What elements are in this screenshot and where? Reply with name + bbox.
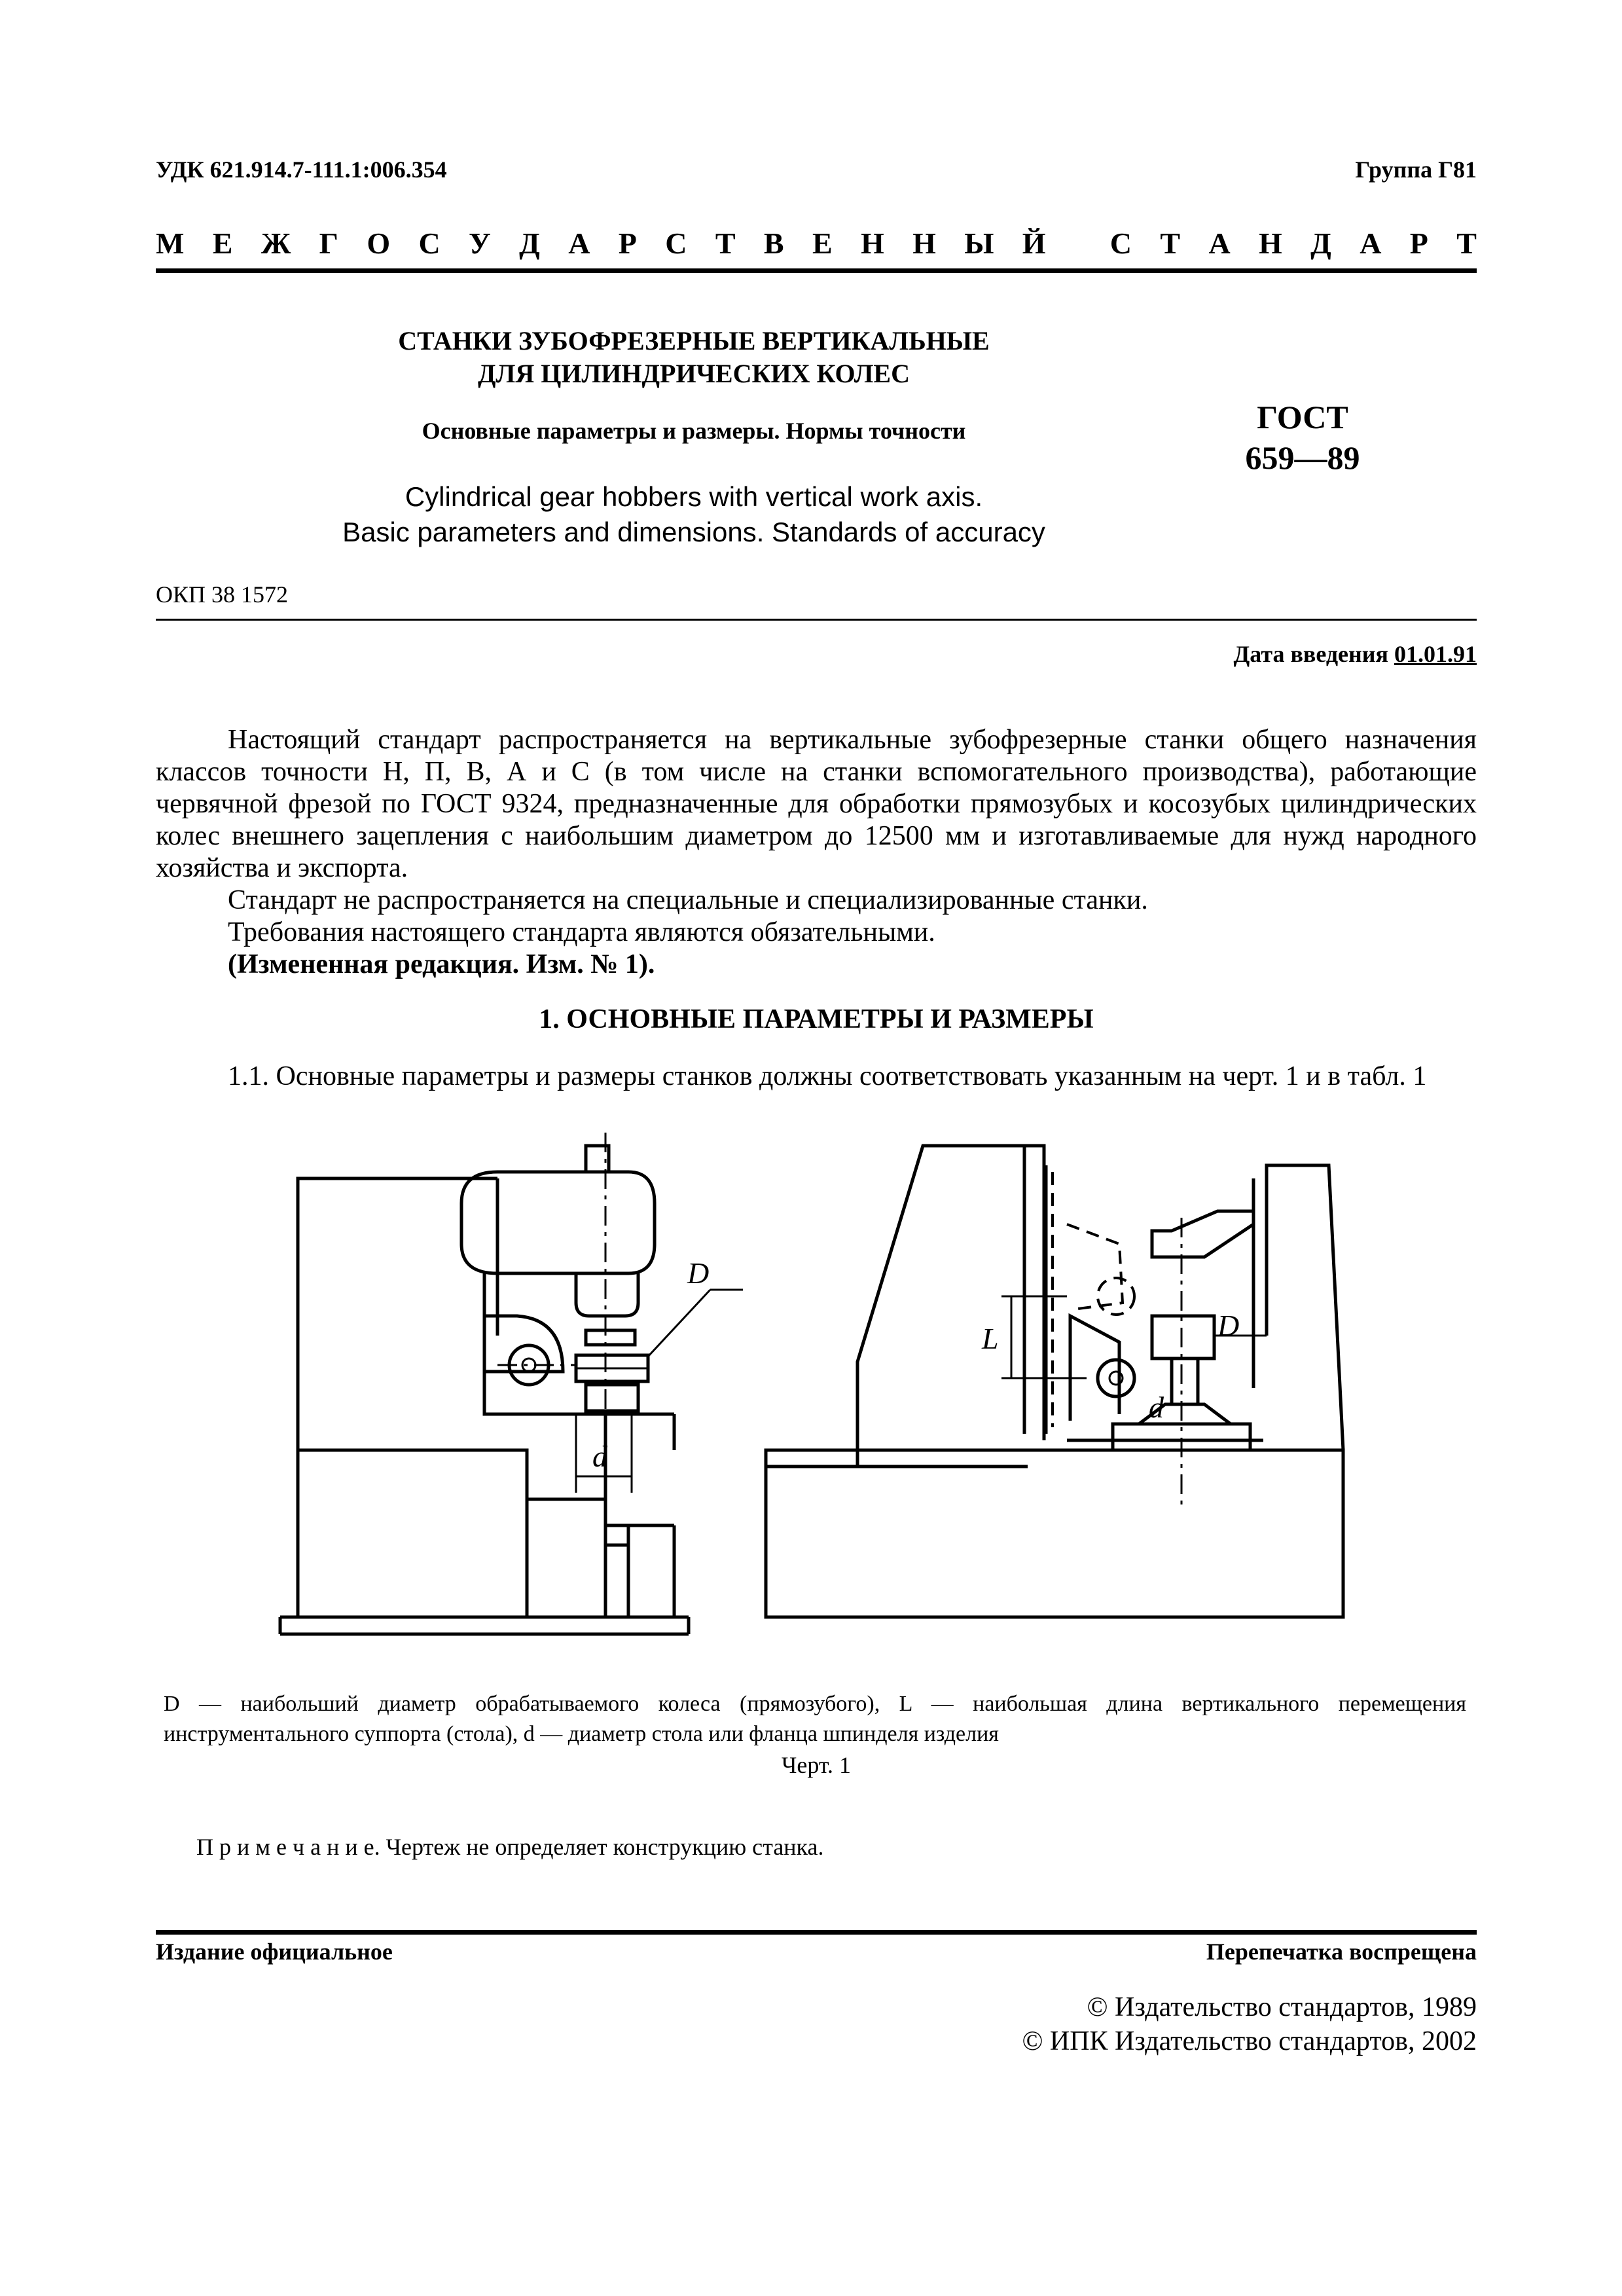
effective-date-value: 01.01.91 <box>1394 641 1477 667</box>
copyright-block <box>1022 1990 1477 2058</box>
banner-letter: Н <box>1259 227 1282 260</box>
gost-label: ГОСТ <box>1257 399 1348 435</box>
title-line-2: ДЛЯ ЦИЛИНДРИЧЕСКИХ КОЛЕС <box>478 359 910 388</box>
english-title-line-2: Basic parameters and dimensions. Standards of accuracy <box>342 517 1045 547</box>
label-d-right: d <box>1149 1391 1164 1424</box>
reprint-forbidden: Перепечатка воспрещена <box>1206 1939 1477 1965</box>
banner-letter: Д <box>1310 227 1331 260</box>
banner-letter: А <box>568 227 590 260</box>
banner-letter: С <box>1109 227 1132 260</box>
banner-letter: Т <box>1160 227 1181 260</box>
banner-letter: Р <box>1409 227 1428 260</box>
banner-letter: Е <box>212 227 233 260</box>
banner-letter: А <box>1360 227 1382 260</box>
banner-letter: С <box>665 227 687 260</box>
label-L: L <box>982 1322 999 1355</box>
document-subtitle: Основные параметры и размеры. Нормы точности <box>422 418 966 444</box>
effective-date-label: Дата введения <box>1233 641 1388 667</box>
banner-letter: С <box>418 227 441 260</box>
group-code: Группа Г81 <box>1355 156 1477 183</box>
right-machine-drawing <box>766 1146 1343 1617</box>
banner-letter: О <box>367 227 391 260</box>
okp-code: ОКП 38 1572 <box>156 581 289 608</box>
label-D-left: D <box>687 1256 710 1290</box>
amendment-note: (Измененная редакция. Изм. № 1). <box>228 949 655 979</box>
label-D-right: D <box>1217 1309 1240 1342</box>
banner-letter: Ы <box>964 227 994 260</box>
banner-letter: У <box>469 227 491 260</box>
copyright-1989: © Издательство стандартов, 1989 <box>1087 1992 1477 2022</box>
title-line-1: СТАНКИ ЗУБОФРЕЗЕРНЫЕ ВЕРТИКАЛЬНЫЕ <box>398 326 990 355</box>
banner-letter: Р <box>618 227 637 260</box>
banner-letter: М <box>156 227 185 260</box>
banner-letter: Ж <box>261 227 291 260</box>
banner-letter: Й <box>1022 227 1046 260</box>
footer-rule <box>156 1930 1477 1935</box>
section-paragraph-1: 1.1. Основные параметры и размеры станков должны соответствовать указанным на черт. 1 и в табл. 1 <box>228 1061 1427 1091</box>
banner-letter: Н <box>860 227 884 260</box>
banner-letter: Н <box>912 227 936 260</box>
left-machine-drawing <box>280 1133 743 1634</box>
section-heading: 1. ОСНОВНЫЕ ПАРАМЕТРЫ И РАЗМЕРЫ <box>539 1004 1094 1034</box>
gost-code: 659—89 <box>1245 439 1360 476</box>
note-text: П р и м е ч а н и е. Чертеж не определяет конструкцию станка. <box>196 1834 824 1860</box>
official-edition: Издание официальное <box>156 1939 393 1965</box>
banner-letter: Г <box>319 227 338 260</box>
banner-letter: В <box>763 227 784 260</box>
banner-letter: А <box>1208 227 1231 260</box>
banner-letter: Т <box>1456 227 1477 260</box>
label-d-left: d <box>592 1440 607 1473</box>
figure-caption: D — наибольший диаметр обрабатываемого колеса (прямозубого), L — наибольшая длина вертикального перемещения инструментального суппорта (стола), d — диаметр стола или фланца шпинделя изделия <box>164 1692 1466 1746</box>
intro-paragraph-3: Требования настоящего стандарта являются обязательными. <box>228 917 935 947</box>
banner-letter: Е <box>812 227 833 260</box>
english-title-line-1: Cylindrical gear hobbers with vertical work axis. <box>405 481 983 512</box>
banner-letter: Т <box>715 227 736 260</box>
udk-code: УДК 621.914.7-111.1:006.354 <box>156 156 447 183</box>
banner-letter: Д <box>519 227 540 260</box>
figure-number: Черт. 1 <box>782 1752 851 1778</box>
intro-paragraph-1: Настоящий стандарт распространяется на вертикальные зубофрезерные станки общего назначения классов точности Н, П, В, А и С (в том числе на станки вспомогательного производства), работающие червячной фрезой по ГОСТ 9324, предназначенные для обработки прямозубых и косозубых цилиндрических колес внешнего зацепления с наибольшим диаметром до 12500 мм и изготавливаемые для нужд народного хозяйства и экспорта. <box>156 725 1477 883</box>
copyright-2002: © ИПК Издательство стандартов, 2002 <box>1022 2026 1477 2056</box>
intro-paragraph-2: Стандарт не распространяется на специальные и специализированные станки. <box>228 885 1148 915</box>
